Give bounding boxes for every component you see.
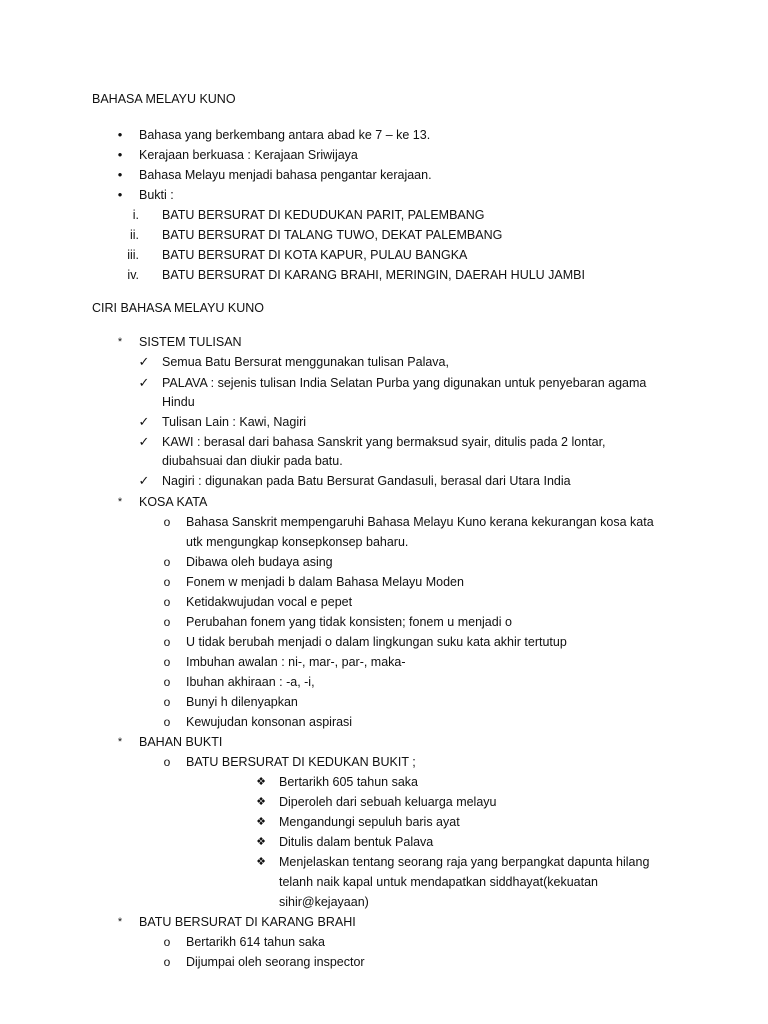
list-item <box>0 145 768 165</box>
list-item-text: Diperoleh dari sebuah keluarga melayu <box>279 795 497 809</box>
list-item <box>0 712 768 732</box>
list-item <box>0 612 768 632</box>
list-item <box>0 932 768 952</box>
check-icon: ✓ <box>138 434 150 449</box>
bullet-marker: • <box>117 167 123 182</box>
list-item <box>0 552 768 572</box>
list-item-continuation: utk mengungkap konsepkonsep baharu. <box>186 535 409 549</box>
list-item-text: Ibuhan akhiraan : -a, -i, <box>186 675 315 689</box>
roman-numeral: iv. <box>127 268 139 282</box>
circle-marker: o <box>163 695 171 709</box>
circle-marker: o <box>163 555 171 569</box>
list-item <box>0 512 768 532</box>
list-item-text: Tulisan Lain : Kawi, Nagiri <box>162 415 307 429</box>
circle-marker: o <box>163 515 171 529</box>
list-item <box>0 185 768 205</box>
list-item-text: Kerajaan berkuasa : Kerajaan Sriwijaya <box>139 148 358 162</box>
list-item-text: Dijumpai oleh seorang inspector <box>186 955 365 969</box>
list-item <box>0 632 768 652</box>
bullet-marker: • <box>117 127 123 142</box>
list-item <box>0 752 768 772</box>
list-item <box>0 692 768 712</box>
list-item-text: Dibawa oleh budaya asing <box>186 555 333 569</box>
subsection-title: KOSA KATA <box>139 495 208 509</box>
list-item-text: Bahasa Melayu menjadi bahasa pengantar kerajaan. <box>139 168 432 182</box>
asterisk-marker: * <box>117 736 123 748</box>
numbered-item <box>0 265 768 285</box>
list-item-text: Bukti : <box>139 188 174 202</box>
list-item-text: Bunyi h dilenyapkan <box>186 695 298 709</box>
list-item-text: Menjelaskan tentang seorang raja yang berpangkat dapunta hilang <box>279 855 650 869</box>
list-item-text: BATU BERSURAT DI KEDUKAN BUKIT ; <box>186 755 416 769</box>
asterisk-marker: * <box>117 496 123 508</box>
subsection-heading <box>0 492 768 512</box>
list-item-text: Bertarikh 614 tahun saka <box>186 935 325 949</box>
numbered-item <box>0 245 768 265</box>
list-item <box>0 165 768 185</box>
circle-marker: o <box>163 655 171 669</box>
diamond-icon: ❖ <box>256 816 266 828</box>
asterisk-marker: * <box>117 916 123 928</box>
check-icon: ✓ <box>138 473 150 488</box>
list-item <box>0 832 768 852</box>
list-item <box>0 432 768 452</box>
list-item <box>0 592 768 612</box>
list-item-text: Mengandungi sepuluh baris ayat <box>279 815 460 829</box>
circle-marker: o <box>163 755 171 769</box>
list-item-text: Ketidakwujudan vocal e pepet <box>186 595 353 609</box>
list-item-continuation: sihir@kejayaan) <box>279 895 369 909</box>
list-item <box>0 572 768 592</box>
list-item-text: Imbuhan awalan : ni-, mar-, par-, maka- <box>186 655 406 669</box>
circle-marker: o <box>163 935 171 949</box>
diamond-icon: ❖ <box>256 836 266 848</box>
diamond-icon: ❖ <box>256 856 266 868</box>
diamond-icon: ❖ <box>256 776 266 788</box>
subsection-title: SISTEM TULISAN <box>139 335 242 349</box>
roman-numeral: i. <box>132 208 139 222</box>
list-item <box>0 352 768 372</box>
list-item <box>0 772 768 792</box>
list-item-text: PALAVA : sejenis tulisan India Selatan Purba yang digunakan untuk penyebaran agama <box>162 376 647 390</box>
subsection-heading <box>0 912 768 932</box>
list-item-text: Bahasa Sanskrit mempengaruhi Bahasa Melayu Kuno kerana kekurangan kosa kata <box>186 515 654 529</box>
list-item-text: U tidak berubah menjadi o dalam lingkungan suku kata akhir tertutup <box>186 635 567 649</box>
circle-marker: o <box>163 595 171 609</box>
asterisk-marker: * <box>117 336 123 348</box>
list-item <box>0 952 768 972</box>
numbered-item-text: BATU BERSURAT DI KEDUDUKAN PARIT, PALEMBANG <box>162 208 485 222</box>
circle-marker: o <box>163 955 171 969</box>
list-item <box>0 672 768 692</box>
list-item <box>0 852 768 872</box>
subsection-heading <box>0 732 768 752</box>
list-item <box>0 812 768 832</box>
bullet-marker: • <box>117 187 123 202</box>
list-item-text: KAWI : berasal dari bahasa Sanskrit yang bermaksud syair, ditulis pada 2 lontar, <box>162 435 606 449</box>
list-item-text: Nagiri : digunakan pada Batu Bersurat Gandasuli, berasal dari Utara India <box>162 474 571 488</box>
list-item-text: Kewujudan konsonan aspirasi <box>186 715 353 729</box>
numbered-item <box>0 225 768 245</box>
list-item <box>0 471 768 491</box>
check-icon: ✓ <box>138 414 150 429</box>
list-item-text: Perubahan fonem yang tidak konsisten; fonem u menjadi o <box>186 615 512 629</box>
list-item-text: Semua Batu Bersurat menggunakan tulisan Palava, <box>162 355 449 369</box>
subsection-title: BATU BERSURAT DI KARANG BRAHI <box>139 915 356 929</box>
numbered-item-text: BATU BERSURAT DI TALANG TUWO, DEKAT PALEMBANG <box>162 228 503 242</box>
roman-numeral: iii. <box>127 248 139 262</box>
list-item <box>0 125 768 145</box>
list-item-text: Fonem w menjadi b dalam Bahasa Melayu Moden <box>186 575 464 589</box>
circle-marker: o <box>163 575 171 589</box>
list-item-text: Ditulis dalam bentuk Palava <box>279 835 434 849</box>
section-title-bahasa-melayu-kuno: BAHASA MELAYU KUNO <box>92 92 236 106</box>
diamond-icon: ❖ <box>256 796 266 808</box>
roman-numeral: ii. <box>129 228 139 242</box>
numbered-item-text: BATU BERSURAT DI KARANG BRAHI, MERINGIN, DAERAH HULU JAMBI <box>162 268 585 282</box>
subsection-title: BAHAN BUKTI <box>139 735 223 749</box>
circle-marker: o <box>163 615 171 629</box>
numbered-item-text: BATU BERSURAT DI KOTA KAPUR, PULAU BANGKA <box>162 248 468 262</box>
check-icon: ✓ <box>138 354 150 369</box>
list-item <box>0 652 768 672</box>
circle-marker: o <box>163 635 171 649</box>
circle-marker: o <box>163 675 171 689</box>
bullet-marker: • <box>117 147 123 162</box>
numbered-item <box>0 205 768 225</box>
list-item-continuation: Hindu <box>162 395 195 409</box>
list-item <box>0 373 768 393</box>
list-item <box>0 412 768 432</box>
subsection-heading <box>0 332 768 352</box>
section-title-ciri-bahasa-melayu-kuno: CIRI BAHASA MELAYU KUNO <box>92 301 265 315</box>
list-item-text: Bahasa yang berkembang antara abad ke 7 – ke 13. <box>139 128 431 142</box>
list-item-text: Bertarikh 605 tahun saka <box>279 775 418 789</box>
list-item <box>0 792 768 812</box>
check-icon: ✓ <box>138 375 150 390</box>
list-item-continuation: telanh naik kapal untuk mendapatkan siddhayat(kekuatan <box>279 875 598 889</box>
circle-marker: o <box>163 715 171 729</box>
list-item-continuation: diubahsuai dan diukir pada batu. <box>162 454 343 468</box>
